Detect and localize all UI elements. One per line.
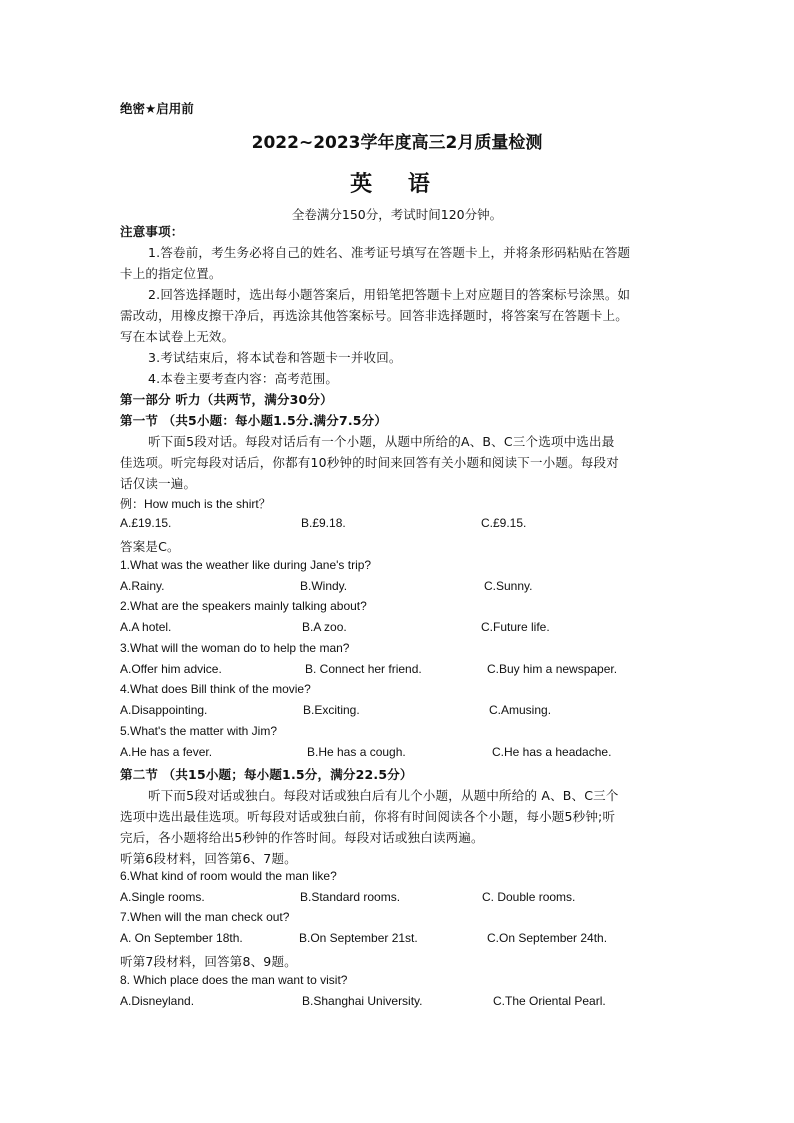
example-question: 例：How much is the shirt？ <box>120 497 271 511</box>
section-2-heading: 第二节 （共15小题；每小题1.5分，满分22.5分） <box>120 767 413 782</box>
example-option-a: A.£19.15. <box>120 516 172 530</box>
material-7-heading: 听第7段材料，回答第8、9题。 <box>120 954 297 969</box>
q3-option-a: A.Offer him advice. <box>120 662 222 676</box>
note-2-line-1: 2.回答选择题时，选出每小题答案后，用铅笔把答题卡上对应题目的答案标号涂黑。如 <box>148 287 631 302</box>
q8-option-a: A.Disneyland. <box>120 994 195 1008</box>
subject-title: 英 语 <box>350 172 444 197</box>
confidential-mark: 绝密★启用前 <box>120 101 194 116</box>
question-3: 3.What will the woman do to help the man? <box>120 641 350 655</box>
example-option-b: B.£9.18. <box>301 516 346 530</box>
q1-option-b: B.Windy. <box>300 579 348 593</box>
exam-title: 2022~2023学年度高三2月质量检测 <box>251 133 543 153</box>
q8-option-c: C.The Oriental Pearl. <box>493 994 606 1008</box>
q1-option-c: C.Sunny. <box>484 579 533 593</box>
notes-heading: 注意事项： <box>120 224 184 239</box>
q8-option-b: B.Shanghai University. <box>302 994 423 1008</box>
note-1-line-1: 1.答卷前，考生务必将自己的姓名、准考证号填写在答题卡上，并将条形码粘贴在答题 <box>148 245 631 260</box>
q7-option-a: A. On September 18th. <box>120 931 243 945</box>
question-4: 4.What does Bill think of the movie? <box>120 682 311 696</box>
question-5: 5.What's the matter with Jim? <box>120 724 278 738</box>
q3-option-c: C.Buy him a newspaper. <box>487 662 618 676</box>
q2-option-a: A.A hotel. <box>120 620 172 634</box>
question-1: 1.What was the weather like during Jane's trip? <box>120 558 372 572</box>
material-6-heading: 听第6段材料，回答第6、7题。 <box>120 851 297 866</box>
note-1-line-2: 卡上的指定位置。 <box>120 266 222 281</box>
q6-option-c: C. Double rooms. <box>482 890 576 904</box>
q7-option-b: B.On September 21st. <box>299 931 418 945</box>
note-4: 4.本卷主要考查内容：高考范围。 <box>148 371 339 386</box>
question-7: 7.When will the man check out? <box>120 910 290 924</box>
section-2-instructions-line-1: 听下而5段对话或独白。每段对话或独白后有儿个小题，从题中所给的 A、B、C三个 <box>148 788 619 803</box>
note-2-line-2: 需改动，用橡皮擦干净后，再选涂其他答案标号。回答非选择题时，将答案写在答题卡上。 <box>120 308 629 323</box>
q2-option-c: C.Future life. <box>481 620 550 634</box>
part-1-heading: 第一部分 听力（共两节，满分30分） <box>120 392 333 407</box>
question-2: 2.What are the speakers mainly talking about? <box>120 599 367 613</box>
question-6: 6.What kind of room would the man like? <box>120 869 337 883</box>
q3-option-b: B. Connect her friend. <box>305 662 422 676</box>
example-option-c: C.£9.15. <box>481 516 527 530</box>
q1-option-a: A.Rainy. <box>120 579 165 593</box>
q5-option-b: B.He has a cough. <box>307 745 406 759</box>
q5-option-c: C.He has a headache. <box>492 745 612 759</box>
section-1-heading: 第一节 （共5小题：每小题1.5分.满分7.5分） <box>120 413 388 428</box>
section-1-instructions-line-2: 佳选项。听完每段对话后，你都有10秒钟的时间来回答有关小题和阅读下一小题。每段对 <box>120 455 619 470</box>
note-3: 3.考试结束后，将本试卷和答题卡一并收回。 <box>148 350 402 365</box>
example-answer: 答案是C。 <box>120 539 180 554</box>
q4-option-a: A.Disappointing. <box>120 703 208 717</box>
q4-option-c: C.Amusing. <box>489 703 552 717</box>
q7-option-c: C.On September 24th. <box>487 931 608 945</box>
q5-option-a: A.He has a fever. <box>120 745 213 759</box>
q6-option-a: A.Single rooms. <box>120 890 205 904</box>
q2-option-b: B.A zoo. <box>302 620 347 634</box>
question-8: 8. Which place does the man want to visit? <box>120 973 348 987</box>
exam-info: 全卷满分150分，考试时间120分钟。 <box>291 207 503 222</box>
note-2-line-3: 写在本试卷上无效。 <box>120 329 235 344</box>
q6-option-b: B.Standard rooms. <box>300 890 401 904</box>
section-1-instructions-line-1: 听下面5段对话。每段对话后有一个小题，从题中所给的A、B、C三个选项中选出最 <box>148 434 615 449</box>
section-2-instructions-line-2: 选项中选出最佳选项。听每段对话或独白前，你将有时间阅读各个小题，每小题5秒钟;听 <box>120 809 616 824</box>
q4-option-b: B.Exciting. <box>303 703 360 717</box>
section-2-instructions-line-3: 完后，各小题将给出5秒钟的作答时间。每段对话或独白读两遍。 <box>120 830 484 845</box>
section-1-instructions-line-3: 话仅读一遍。 <box>120 476 197 491</box>
